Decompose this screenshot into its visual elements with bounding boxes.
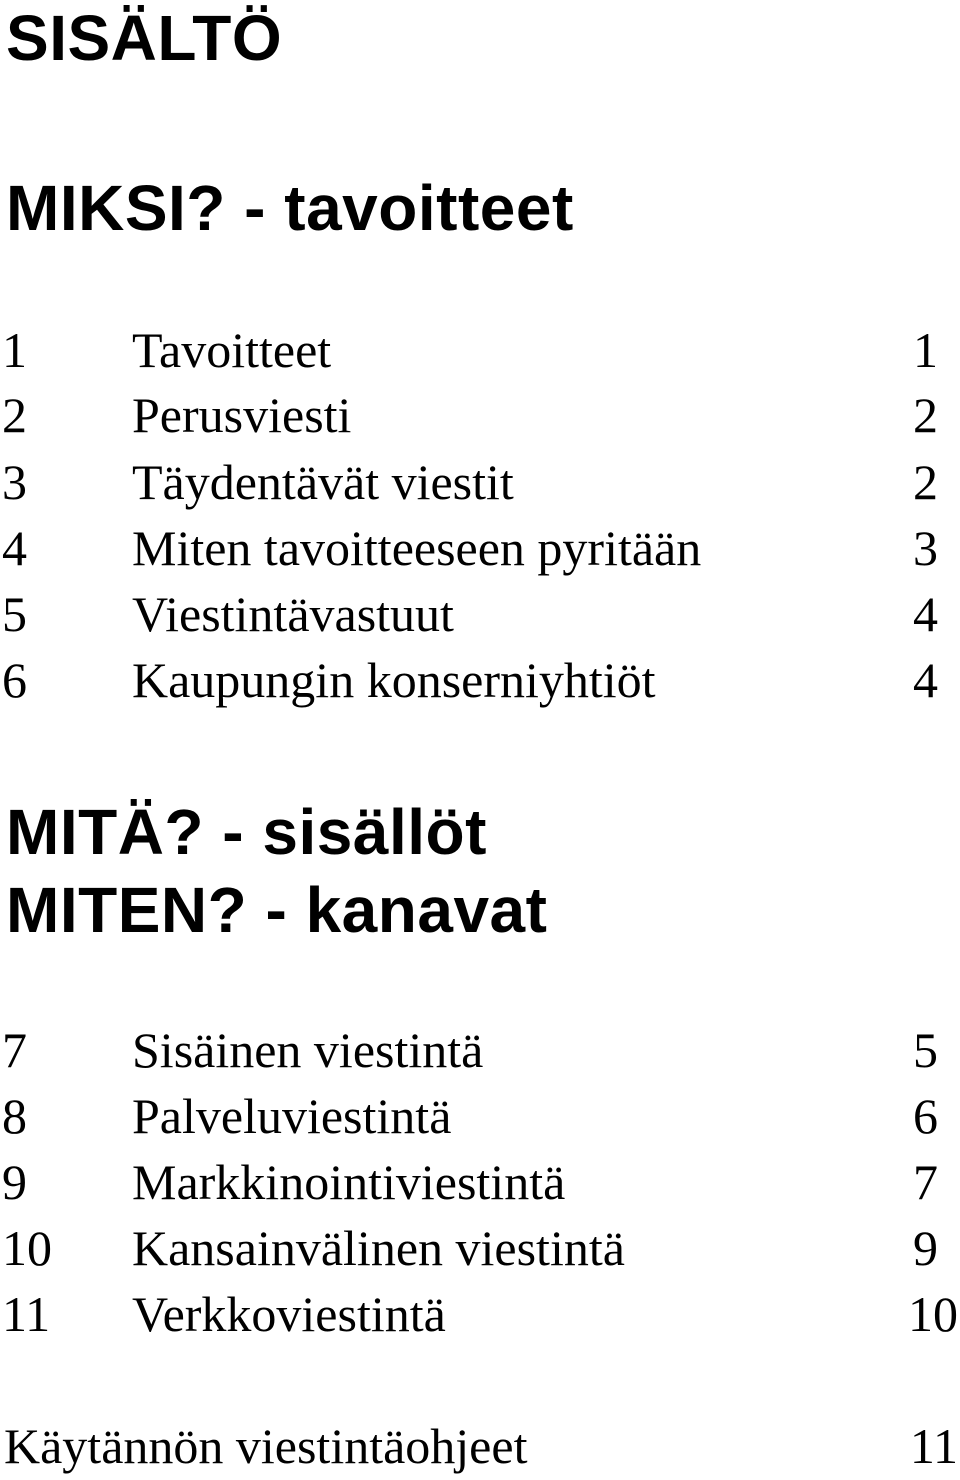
toc-entry-title: Kansainvälinen viestintä [132,1220,625,1276]
toc-entry-number: 2 [2,387,27,443]
toc-entry-page: 6 [913,1088,938,1144]
toc-entry-page: 3 [913,520,938,576]
toc-entry-page: 2 [913,454,938,510]
toc-entry-number: 8 [2,1088,27,1144]
toc-entry-page: 7 [913,1154,938,1210]
section-heading-why: MIKSI? - tavoitteet [6,172,574,244]
toc-entry-title: Palveluviestintä [132,1088,452,1144]
toc-entry-number: 9 [2,1154,27,1210]
toc-entry-page: 4 [913,586,938,642]
toc-entry[interactable] [0,1286,960,1342]
toc-entry[interactable] [0,1220,960,1276]
toc-entry-title: Kaupungin konserniyhtiöt [132,652,656,708]
page-title: SISÄLTÖ [6,2,283,74]
toc-entry-number: 4 [2,520,27,576]
toc-entry-title: Verkkoviestintä [132,1286,446,1342]
toc-entry-title: Markkinointiviestintä [132,1154,566,1210]
toc-entry[interactable] [0,1088,960,1144]
toc-entry-number: 6 [2,652,27,708]
toc-entry-page: 11 [909,1418,958,1474]
toc-entry-number: 3 [2,454,27,510]
toc-entry[interactable] [0,520,960,576]
toc-entry-number: 11 [2,1286,51,1342]
toc-entry[interactable] [0,586,960,642]
toc-entry-title: Täydentävät viestit [132,454,514,510]
toc-entry-title: Sisäinen viestintä [132,1022,484,1078]
toc-entry-title: Perusviesti [132,387,352,443]
toc-entry[interactable] [0,322,960,378]
toc-entry-page: 10 [908,1286,958,1342]
section-heading-what: MITÄ? - sisällöt [6,796,487,868]
toc-entry-number: 1 [2,322,27,378]
section-heading-how: MITEN? - kanavat [6,874,548,946]
toc-entry[interactable] [0,1154,960,1210]
toc-entry-page: 2 [913,387,938,443]
toc-entry-page: 1 [913,322,938,378]
toc-entry-number: 7 [2,1022,27,1078]
toc-entry-number: 5 [2,586,27,642]
toc-entry-number: 10 [2,1220,52,1276]
toc-entry-title: Viestintävastuut [132,586,454,642]
toc-entry[interactable] [0,652,960,708]
toc-entry-title: Käytännön viestintäohjeet [4,1418,528,1474]
toc-entry-page: 4 [913,652,938,708]
toc-entry-page: 9 [913,1220,938,1276]
toc-entry-page: 5 [913,1022,938,1078]
toc-entry-title: Tavoitteet [132,322,332,378]
toc-entry[interactable] [0,1022,960,1078]
toc-entry-title: Miten tavoitteeseen pyritään [132,520,702,576]
toc-entry[interactable] [0,387,960,443]
toc-entry-final[interactable] [0,1418,960,1474]
toc-entry[interactable] [0,454,960,510]
